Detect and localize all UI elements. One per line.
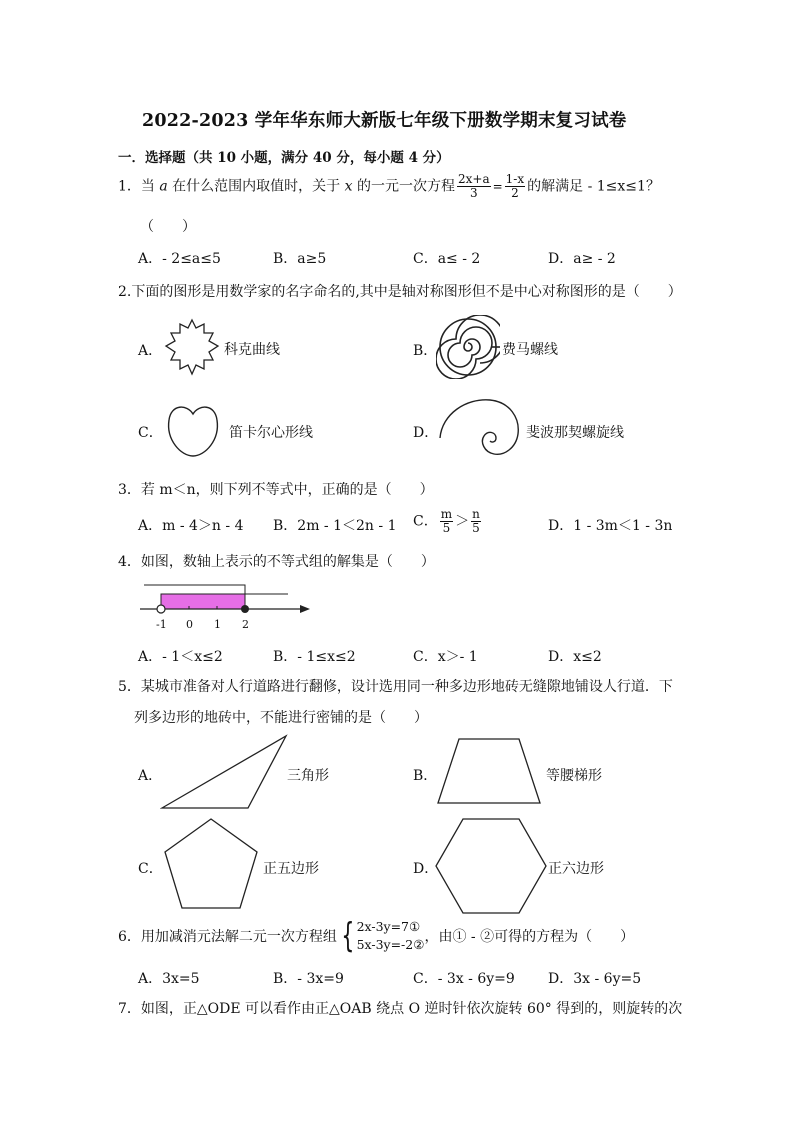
- regular-pentagon-figure: [161, 816, 261, 912]
- q6-text-post: ，由① - ②可得的方程为（ ）: [424, 929, 635, 945]
- question-4: 4．如图，数轴上表示的不等式组的解集是（ ）: [118, 554, 435, 570]
- q6-option-c[interactable]: C．- 3x - 6y=9: [413, 971, 515, 987]
- q1-answer-paren: （ ）: [140, 219, 196, 235]
- q5-option-d[interactable]: D．: [413, 861, 439, 877]
- cardioid-figure: [163, 400, 223, 460]
- q2-option-c[interactable]: C．: [138, 425, 163, 441]
- q1-fraction-1: $\frac{2x+a}{3}$: [457, 172, 490, 200]
- equation-system: { 2x-3y=7① 5x-3y=-2②: [341, 916, 425, 956]
- q2-b-caption: 费马螺线: [502, 342, 558, 358]
- q3-option-c[interactable]: C． $\frac{m}{5}$ ＞ $\frac{n}{5}$: [413, 507, 480, 535]
- equation-2: 5x-3y=-2②: [356, 937, 425, 952]
- q5-a-caption: 三角形: [287, 768, 329, 784]
- q2-option-b[interactable]: B．: [413, 343, 438, 359]
- triangle-figure: [160, 734, 290, 810]
- fermat-spiral-figure: [436, 315, 500, 379]
- q3-option-d[interactable]: D．1 - 3m＜1 - 3n: [548, 518, 673, 534]
- q5-option-c[interactable]: C．: [138, 861, 163, 877]
- question-5-line1: 5．某城市准备对人行道路进行翻修，设计选用同一种多边形地砖无缝隙地铺设人行道．下: [118, 679, 673, 695]
- q6-text-pre: 6．用加减消元法解二元一次方程组: [118, 929, 337, 945]
- q1-text-post: 的解满足 - 1≤x≤1？: [527, 178, 660, 195]
- q6-option-d[interactable]: D．3x - 6y=5: [548, 971, 642, 987]
- isosceles-trapezoid-figure: [434, 736, 544, 806]
- section-heading: 一．选择题（共 10 小题，满分 40 分，每小题 4 分）: [118, 150, 450, 166]
- tick-label: 0: [186, 618, 193, 631]
- q5-option-a[interactable]: A．: [138, 768, 163, 784]
- q3-option-b[interactable]: B．2m - 1＜2n - 1: [273, 518, 397, 534]
- q4-option-a[interactable]: A．- 1＜x≤2: [138, 649, 223, 665]
- q2-c-caption: 笛卡尔心形线: [229, 425, 313, 441]
- q4-option-c[interactable]: C．x＞- 1: [413, 649, 478, 665]
- q1-option-d[interactable]: D．a≥ - 2: [548, 251, 616, 267]
- q1-text-mid2: 的一元一次方程: [352, 178, 455, 195]
- fibonacci-spiral-figure: [432, 396, 522, 462]
- equation-1: 2x-3y=7①: [356, 919, 421, 934]
- q1-equals: =: [492, 179, 503, 194]
- koch-snowflake-figure: [162, 316, 222, 378]
- page-title: 2022-2023 学年华东师大新版七年级下册数学期末复习试卷: [142, 111, 627, 131]
- question-1: [118, 173, 660, 200]
- q1-option-c[interactable]: C．a≤ - 2: [413, 251, 481, 267]
- question-3: 3．若 m＜n，则下列不等式中，正确的是（ ）: [118, 482, 434, 498]
- question-2: 2.下面的图形是用数学家的名字命名的,其中是轴对称图形但不是中心对称图形的是（ ）: [118, 284, 682, 300]
- tick-label: -1: [156, 618, 167, 631]
- number-line-figure: [138, 580, 313, 618]
- tick-label: 1: [214, 618, 221, 631]
- q5-option-b[interactable]: B．: [413, 768, 438, 784]
- q4-option-b[interactable]: B．- 1≤x≤2: [273, 649, 356, 665]
- q6-option-b[interactable]: B．- 3x=9: [273, 971, 344, 987]
- q6-option-a[interactable]: A．3x=5: [138, 971, 200, 987]
- tick-label: 2: [242, 618, 249, 631]
- q1-option-a[interactable]: A．- 2≤a≤5: [138, 251, 221, 267]
- q1-var-a: a: [159, 178, 168, 195]
- q4-option-d[interactable]: D．x≤2: [548, 649, 602, 665]
- question-6: [118, 918, 634, 954]
- q1-option-b[interactable]: B．a≥5: [273, 251, 327, 267]
- regular-hexagon-figure: [433, 816, 549, 916]
- q2-option-d[interactable]: D．: [413, 425, 439, 441]
- q1-text-pre: 1．当: [118, 178, 160, 195]
- q1-text-mid1: 在什么范围内取值时，关于: [167, 178, 345, 195]
- q1-fraction-2: $\frac{1-x}{2}$: [505, 172, 525, 200]
- q1-var-x: x: [344, 178, 353, 195]
- q2-a-caption: 科克曲线: [224, 342, 280, 358]
- q5-d-caption: 正六边形: [548, 861, 604, 877]
- q2-option-a[interactable]: A．: [138, 343, 163, 359]
- q2-d-caption: 斐波那契螺旋线: [526, 425, 624, 441]
- question-5-line2: 列多边形的地砖中，不能进行密铺的是（ ）: [134, 710, 428, 726]
- q5-c-caption: 正五边形: [263, 861, 319, 877]
- question-7: 7．如图，正△ODE 可以看作由正△OAB 绕点 O 逆时针依次旋转 60° 得到的，则旋转的次: [118, 1001, 683, 1017]
- q3-option-a[interactable]: A．m - 4＞n - 4: [138, 518, 244, 534]
- q5-b-caption: 等腰梯形: [546, 768, 602, 784]
